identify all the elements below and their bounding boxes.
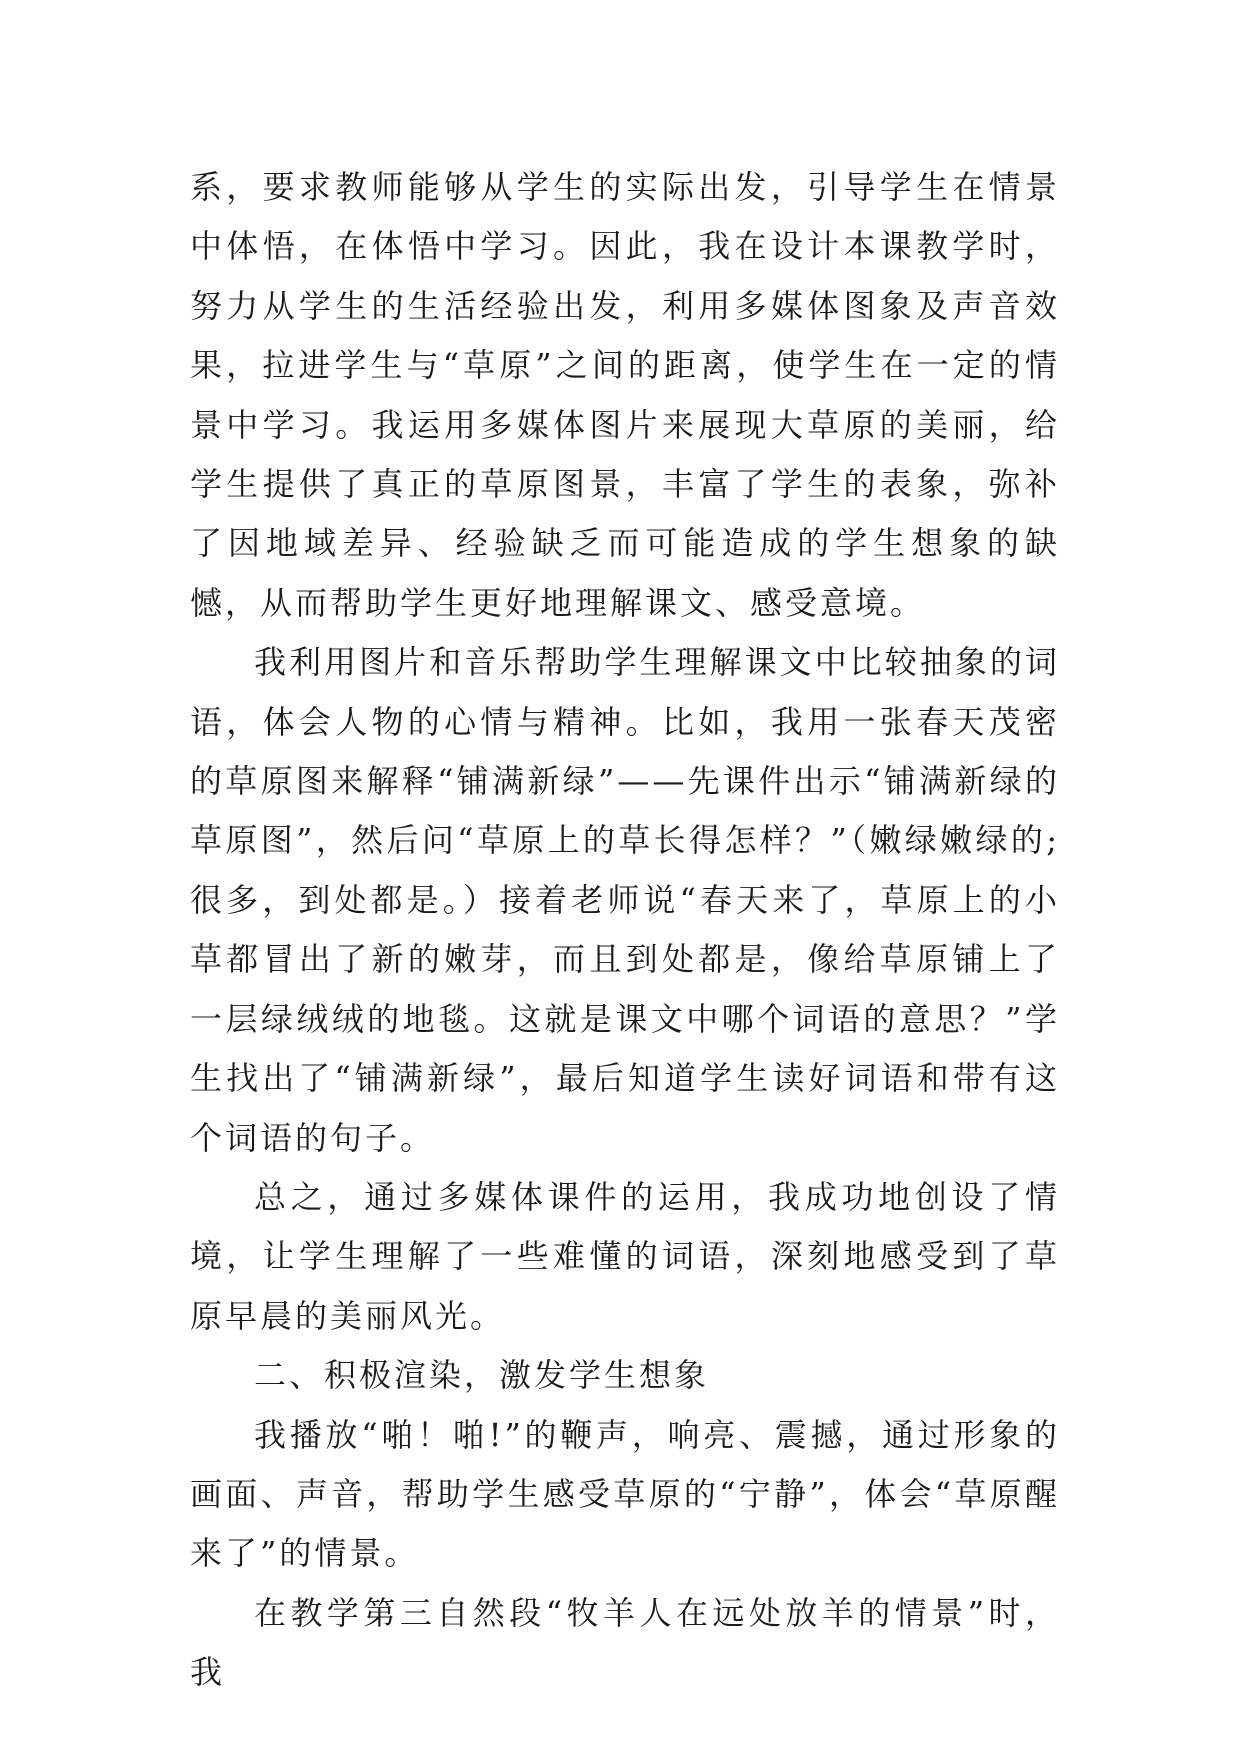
paragraph: 总之，通过多媒体课件的运用，我成功地创设了情境，让学生理解了一些难懂的词语，深刻地感受到了草原早晨的美丽风光。 — [190, 1177, 1060, 1335]
paragraph: 系，要求教师能够从学生的实际出发，引导学生在情景中体悟，在体悟中学习。因此，我在设计本课教学时，努力从学生的生活经验出发，利用多媒体图象及声音效果，拉进学生与“草原”之间的距离，使学生在一定的情景中学习。我运用多媒体图片来展现大草原的美丽，给学生提供了真正的草原图景，丰富了学生的表象，弥补了因地域差异、经验缺乏而可能造成的学生想象的缺憾，从而帮助学生更好地理解课文、感受意境。 — [190, 168, 1060, 622]
paragraph: 我利用图片和音乐帮助学生理解课文中比较抽象的词语，体会人物的心情与精神。比如，我用一张春天茂密的草原图来解释“铺满新绿”——先课件出示“铺满新绿的草原图”，然后问“草原上的草长得怎样？”（嫩绿嫩绿的;很多，到处都是。）接着老师说“春天来了，草原上的小草都冒出了新的嫩芽，而且到处都是，像给草原铺上了一层绿绒绒的地毯。这就是课文中哪个词语的意思？”学生找出了“铺满新绿”，最后知道学生读好词语和带有这个词语的句子。 — [190, 643, 1060, 1157]
section-heading: 二、积极渲染，激发学生想象 — [254, 1356, 710, 1395]
paragraph: 在教学第三自然段“牧羊人在远处放羊的情景”时，我 — [190, 1593, 1060, 1692]
body-text — [190, 158, 1060, 1703]
paragraph: 我播放“啪！啪!”的鞭声，响亮、震撼，通过形象的画面、声音，帮助学生感受草原的“宁静”，体会“草原醒来了”的情景。 — [190, 1415, 1060, 1573]
